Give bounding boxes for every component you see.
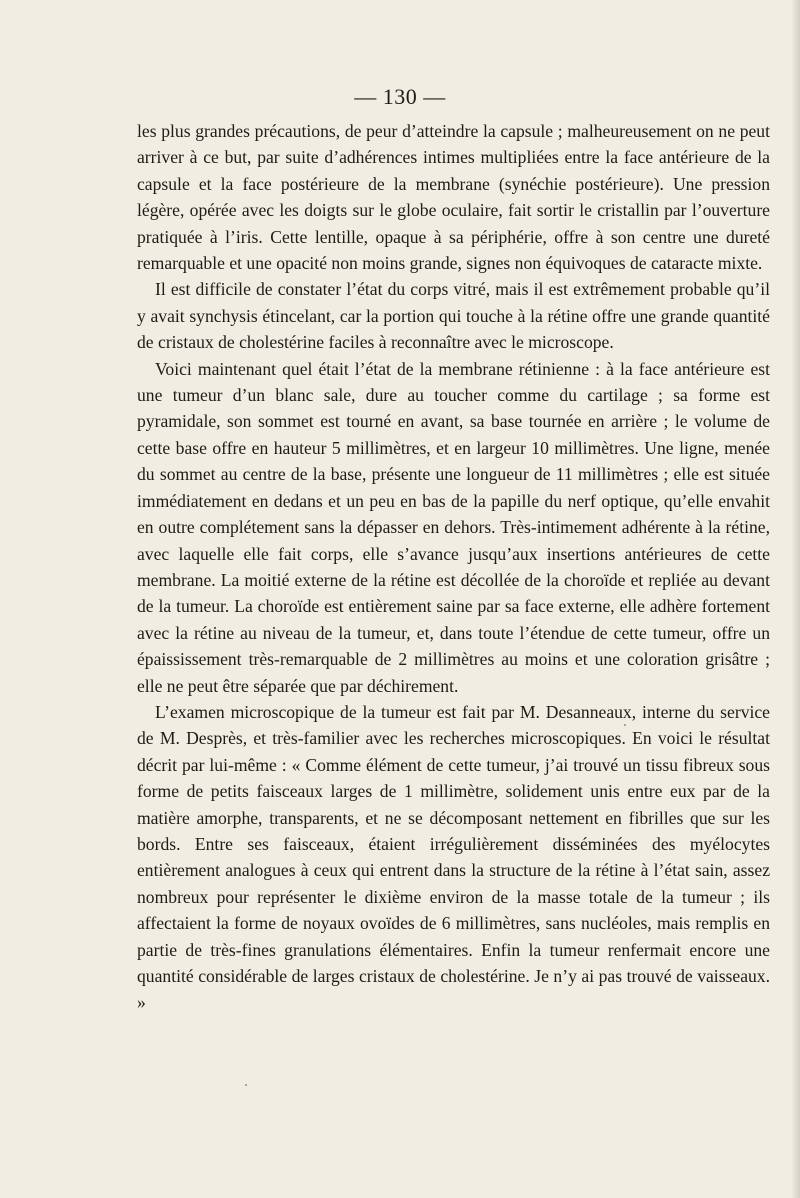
paragraph-4: L’examen microscopique de la tumeur est fait par M. Desanneaux, interne du service de M. Desprès, et très-familier avec les recherches microscopiques. En voici le résultat décrit par lui-même : « Comme élément de cette tumeur, j’ai trouvé un tissu fibreux sous forme de petits faisceaux larges de 1 millimètre, solidement unis entre eux par de la matière amorphe, transparents, et ne se décomposant nettement en fibrilles que sur les bords. Entre ses faisceaux, étaient irrégulièrement disséminées des myélocytes entièrement analogues à ceux qui entrent dans la structure de la rétine à l’état sain, assez nombreux pour représenter le dixième environ de la masse totale de la tumeur ; ils affectaient la forme de noyaux ovoïdes de 6 millimètres, sans nucléoles, mais remplis en partie de très-fines granulations élémentaires. Enfin la tumeur renfermait encore une quantité considérable de larges cristaux de cholestérine. Je n’y ai pas trouvé de vaisseaux. »: [137, 701, 770, 1013]
body-text: [137, 118, 770, 1016]
paragraph-2: Il est difficile de constater l’état du corps vitré, mais il est extrêmement probable qu’il y avait synchysis étincelant, car la portion qui touche à la rétine offre une grande quantité de cristaux de cholestérine faciles à reconnaître avec le microscope.: [137, 279, 770, 353]
page-number: — 130 —: [354, 84, 446, 109]
paper-speck: [245, 1084, 247, 1086]
paragraph-1: les plus grandes précautions, de peur d’atteindre la capsule ; malheureusement on ne peut arriver à ce but, par suite d’adhérences intimes multipliées entre la face antérieure de la capsule et la face postérieure de la membrane (synéchie postérieure). Une pression légère, opérée avec les doigts sur le globe oculaire, fait sortir le cristallin par l’ouverture pratiquée à l’iris. Cette lentille, opaque à sa périphérie, offre à son centre une dureté remarquable et une opacité non moins grande, signes non équivoques de cataracte mixte.: [137, 121, 770, 274]
paragraph-3: Voici maintenant quel était l’état de la membrane rétinienne : à la face antérieure est une tumeur d’un blanc sale, dure au toucher comme du cartilage ; sa forme est pyramidale, son sommet est tourné en avant, sa base tournée en arrière ; le volume de cette base offre en hauteur 5 millimètres, et en largeur 10 millimètres. Une ligne, menée du sommet au centre de la base, présente une longueur de 11 millimètres ; elle est située immédiatement en dedans et un peu en bas de la papille du nerf optique, qu’elle envahit en outre complétement sans la dépasser en dehors. Très-intimement adhérente à la rétine, avec laquelle elle fait corps, elle s’avance jusqu’aux insertions antérieures de cette membrane. La moitié externe de la rétine est décollée de la choroïde et repliée au devant de la tumeur. La choroïde est entièrement saine par sa face externe, elle adhère fortement avec la rétine au niveau de la tumeur, et, dans toute l’étendue de cette tumeur, offre un épaississement très-remarquable de 2 millimètres au moins et une coloration grisâtre ; elle ne peut être séparée que par déchirement.: [137, 358, 770, 696]
page-edge-shadow: [791, 0, 800, 1198]
paper-speck: [624, 724, 626, 726]
